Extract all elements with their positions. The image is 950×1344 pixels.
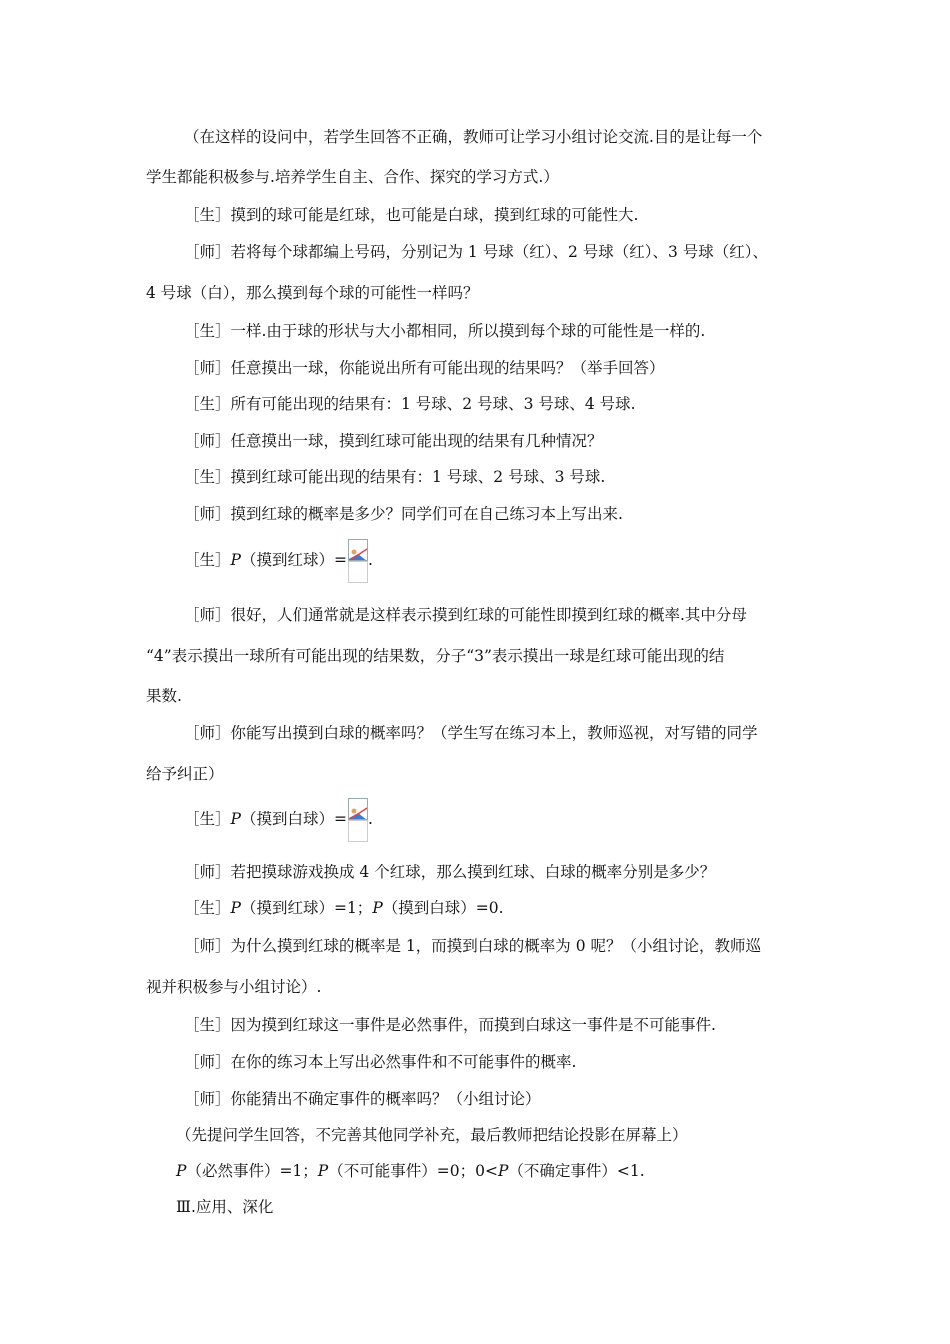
event-text: （不可能事件）=0；0< — [328, 1162, 498, 1180]
broken-image-icon — [348, 539, 368, 561]
probability-symbol: P — [230, 899, 241, 917]
event-text: （摸到白球）=0. — [382, 899, 504, 917]
probability-symbol: P — [176, 1162, 187, 1180]
paragraph-line: ［师］很好，人们通常就是这样表示摸到红球的可能性即摸到红球的概率.其中分母 — [184, 606, 747, 624]
paragraph-line: 果数. — [146, 687, 182, 705]
event-text: （摸到红球）= — [240, 551, 347, 569]
paragraph-line: 给予纠正） — [146, 765, 224, 783]
fraction-image — [348, 798, 368, 842]
event-text: （不确定事件）<1. — [508, 1162, 645, 1180]
section-heading: Ⅲ.应用、深化 — [176, 1198, 274, 1216]
paragraph-line — [0, 1160, 950, 1182]
paragraph-line: ［师］若把摸球游戏换成 4 个红球，那么摸到红球、白球的概率分别是多少？ — [184, 863, 716, 881]
paragraph-line: ［师］任意摸出一球，你能说出所有可能出现的结果吗？（举手回答） — [184, 359, 665, 377]
paragraph-line: ［师］在你的练习本上写出必然事件和不可能事件的概率. — [184, 1053, 577, 1071]
event-text: （摸到白球）= — [240, 810, 347, 828]
probability-symbol: P — [497, 1162, 509, 1180]
paragraph-line — [0, 897, 950, 919]
paragraph-line: ［师］任意摸出一球，摸到红球可能出现的结果有几种情况？ — [184, 432, 603, 450]
paragraph-line: 4 号球（白），那么摸到每个球的可能性一样吗？ — [146, 284, 479, 302]
fraction-denominator-box — [348, 820, 368, 842]
paragraph-line: （在这样的设问中，若学生回答不正确，教师可让学习小组讨论交流.目的是让每一个 — [184, 128, 763, 146]
paragraph-line: 视并积极参与小组讨论）. — [146, 978, 322, 996]
speaker-tag: ［生］ — [184, 551, 231, 569]
probability-symbol: P — [317, 1162, 329, 1180]
fraction-image — [348, 539, 368, 583]
paragraph-line: “4”表示摸出一球所有可能出现的结果数，分子“3”表示摸出一球是红球可能出现的结 — [146, 647, 725, 665]
broken-image-icon — [348, 798, 368, 820]
paragraph-line: ［生］因为摸到红球这一事件是必然事件，而摸到白球这一事件是不可能事件. — [184, 1016, 716, 1034]
speaker-tag: ［生］ — [184, 899, 231, 917]
paragraph-line: ［生］一样.由于球的形状与大小都相同，所以摸到每个球的可能性是一样的. — [184, 322, 706, 340]
paragraph-line: ［师］为什么摸到红球的概率是 1，而摸到白球的概率为 0 呢？（小组讨论，教师巡 — [184, 937, 762, 955]
paragraph-line: ［师］摸到红球的概率是多少？同学们可在自己练习本上写出来. — [184, 505, 623, 523]
speaker-tag: ［生］ — [184, 810, 231, 828]
paragraph-line: ［生］摸到的球可能是红球，也可能是白球，摸到红球的可能性大. — [184, 206, 639, 224]
paragraph-line: ［师］若将每个球都编上号码，分别记为 1 号球（红）、2 号球（红）、3 号球（红）、 — [184, 243, 769, 261]
probability-symbol: P — [372, 899, 383, 917]
paragraph-line: ［生］摸到红球可能出现的结果有：1 号球、2 号球、3 号球. — [184, 468, 606, 486]
probability-symbol: P — [230, 810, 241, 828]
period: . — [367, 551, 373, 569]
fraction-denominator-box — [348, 561, 368, 583]
paragraph-line: 学生都能积极参与.培养学生自主、合作、探究的学习方式.） — [146, 168, 559, 186]
event-text: （摸到红球）=1； — [240, 899, 373, 917]
paragraph-line: ［生］所有可能出现的结果有：1 号球、2 号球、3 号球、4 号球. — [184, 395, 636, 413]
probability-symbol: P — [230, 551, 241, 569]
period: . — [367, 810, 373, 828]
paragraph-line: （先提问学生回答，不完善其他同学补充，最后教师把结论投影在屏幕上） — [176, 1126, 688, 1144]
paragraph-line — [0, 538, 950, 583]
event-text: （必然事件）=1； — [186, 1162, 318, 1180]
paragraph-line — [0, 797, 950, 842]
paragraph-line: ［师］你能猜出不确定事件的概率吗？（小组讨论） — [184, 1090, 541, 1108]
paragraph-line: ［师］你能写出摸到白球的概率吗？（学生写在练习本上，教师巡视，对写错的同学 — [184, 724, 758, 742]
